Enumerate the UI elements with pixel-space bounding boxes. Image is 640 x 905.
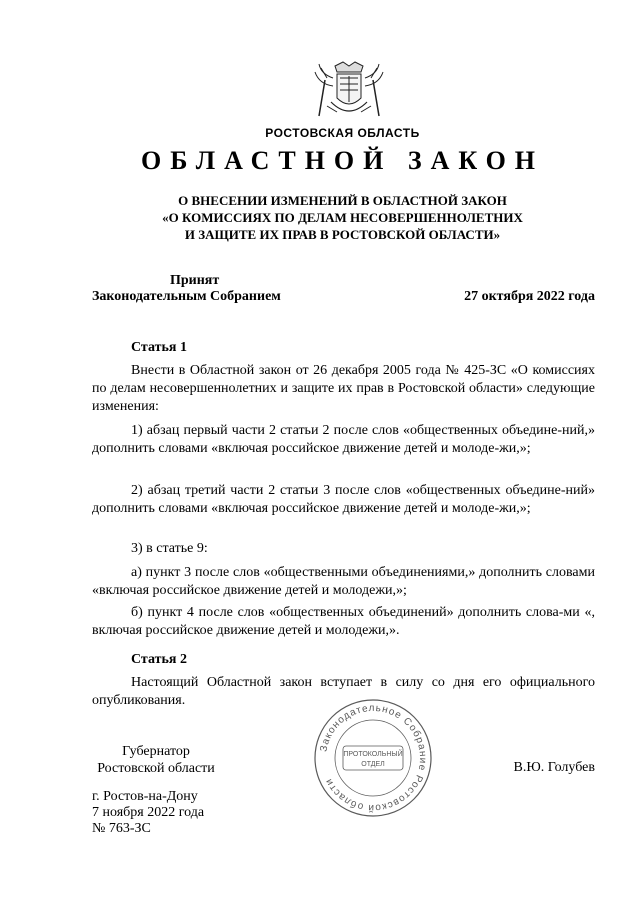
region-name: РОСТОВСКАЯ ОБЛАСТЬ	[265, 126, 420, 140]
adoption-date: 27 октября 2022 года	[464, 289, 595, 304]
position-line: Ростовской области	[97, 761, 215, 776]
law-type: ОБЛАСТНОЙ ЗАКОН	[140, 146, 545, 175]
place-date-block	[92, 789, 204, 837]
stamp-inner-line: ПРОТОКОЛЬНЫЙ	[343, 751, 403, 758]
position-line: Губернатор	[122, 744, 190, 759]
article-1-intro: Внести в Областной закон от 26 декабря 2005 года № 425-ЗС «О комиссиях по делам несовершеннолетних и защите их прав в Ростовской области» следующие изменения:	[92, 363, 595, 414]
article-2-text: Настоящий Областной закон вступает в силу со дня его официального опубликования.	[92, 675, 595, 708]
stamp-inner-line: ОТДЕЛ	[361, 761, 385, 768]
article-1-heading: Статья 1	[131, 340, 187, 355]
signing-date: 7 ноября 2022 года	[92, 805, 205, 820]
law-title-line: «О КОМИССИЯХ ПО ДЕЛАМ НЕСОВЕРШЕННОЛЕТНИХ	[162, 210, 523, 225]
stamp-ring-text: Законодательное Собрание Ростовской области	[318, 702, 429, 814]
law-title-line: О ВНЕСЕНИИ ИЗМЕНЕНИЙ В ОБЛАСТНОЙ ЗАКОН	[178, 193, 507, 208]
adopted-label: Принят	[170, 273, 220, 288]
law-title	[0, 192, 640, 243]
article-1-item-1: 1) абзац первый части 2 статьи 2 после слов «общественных объедине-ний,» дополнить словами «включая российское движение детей и молоде-жи,»;	[92, 423, 595, 456]
article-1-item-3: 3) в статье 9:	[131, 541, 208, 556]
official-stamp	[311, 696, 435, 820]
law-title-line: И ЗАЩИТЕ ИХ ПРАВ В РОСТОВСКОЙ ОБЛАСТИ»	[184, 227, 501, 242]
signatory-position	[92, 743, 220, 777]
law-number: № 763-ЗС	[92, 821, 151, 836]
city: г. Ростов-на-Дону	[92, 789, 198, 804]
article-1-item-3b: б) пункт 4 после слов «общественных объединений» дополнить слова-ми «, включая российское движение детей и молодежи,».	[92, 605, 595, 638]
signatory-name: В.Ю. Голубев	[513, 760, 595, 775]
article-1-item-2: 2) абзац третий части 2 статьи 3 после слов «общественных объедине-ний» дополнить словами «включая российское движение детей и молоде-жи,»;	[92, 483, 595, 516]
adopted-by: Законодательным Собранием	[92, 289, 281, 304]
article-1-item-3a: а) пункт 3 после слов «общественными объединениями,» дополнить словами «включая российское движение детей и молодежи,»;	[92, 565, 595, 598]
coat-of-arms-icon	[313, 58, 385, 122]
article-2-heading: Статья 2	[131, 652, 187, 667]
